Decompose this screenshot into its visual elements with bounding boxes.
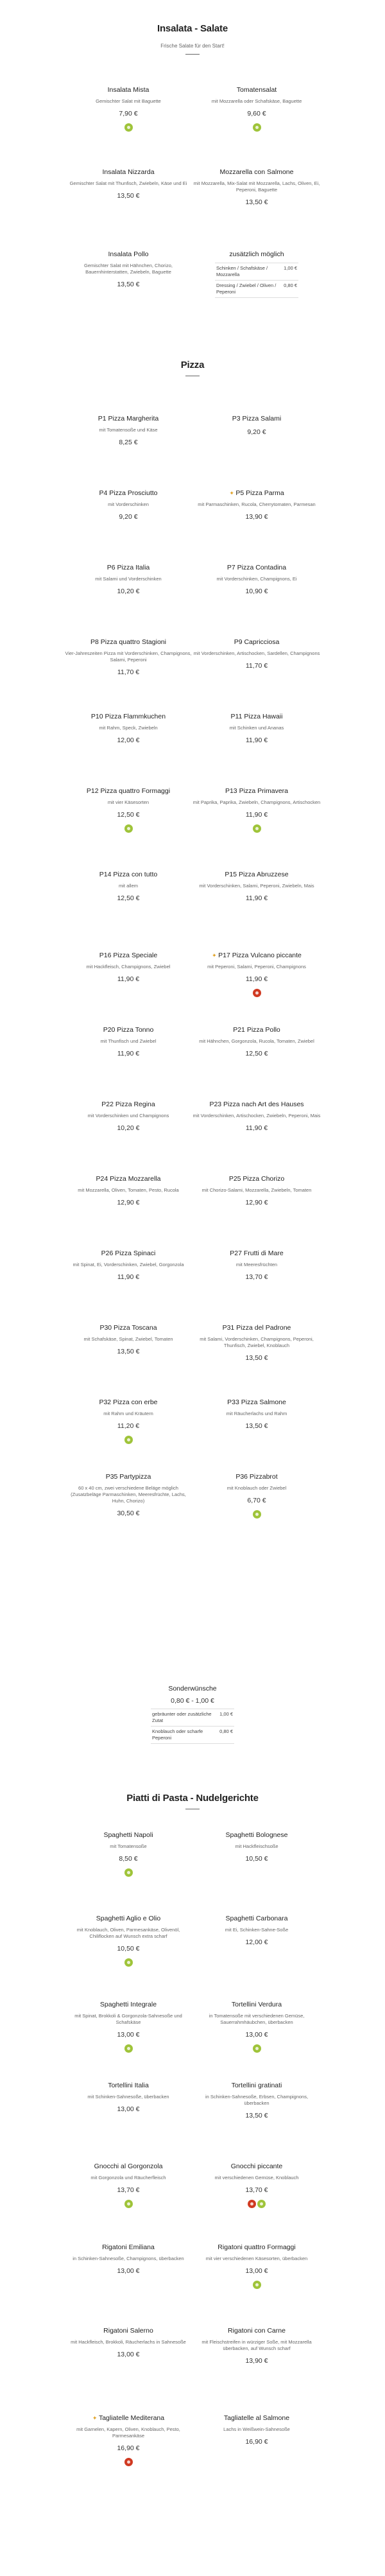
menu-item xyxy=(64,250,193,288)
menu-item xyxy=(193,489,321,521)
menu-item xyxy=(64,489,193,521)
item-name: Rigatoni Salerno xyxy=(103,2327,153,2335)
vegetarian-icon xyxy=(253,2281,261,2289)
pizza-title: Pizza xyxy=(180,360,205,370)
item-price: 16,90 € xyxy=(245,2438,268,2446)
item-description: mit Schinken-Sahnesoße, überbacken xyxy=(87,2094,169,2100)
item-badges xyxy=(64,2457,193,2466)
item-price: 11,90 € xyxy=(117,1273,140,1281)
item-name: P26 Pizza Spinaci xyxy=(101,1249,156,1257)
item-name: P11 Pizza Hawaii xyxy=(230,713,283,720)
item-price: 11,20 € xyxy=(117,1422,140,1430)
item-price: 13,00 € xyxy=(245,2267,268,2275)
item-description: mit Ei, Schinken-Sahne-Soße xyxy=(225,1927,289,1933)
item-price: 12,50 € xyxy=(117,811,140,819)
item-name: Gnocchi piccante xyxy=(230,2163,283,2170)
item-description: mit Rahm, Speck, Zwiebeln xyxy=(99,725,158,731)
item-description: mit Vorderschinken und Champignons xyxy=(87,1113,169,1118)
item-price: 13,90 € xyxy=(245,513,268,521)
item-name: P25 Pizza Chorizo xyxy=(228,1175,285,1183)
menu-item xyxy=(193,1101,321,1132)
item-description: mit Schinken und Ananas xyxy=(229,725,284,731)
item-name: P4 Pizza Prosciutto xyxy=(99,489,158,497)
menu-item xyxy=(193,564,321,595)
item-name: Insalata Nizzarda xyxy=(102,168,155,176)
item-description: mit Parmaschinken, Rucola, Cherrytomaten, Parmesan xyxy=(198,501,316,507)
menu-item xyxy=(64,1473,193,1517)
item-name: Tagliatelle al Salmone xyxy=(223,2414,290,2422)
item-name: P32 Pizza con erbe xyxy=(99,1398,158,1406)
item-name: Insalata Mista xyxy=(107,86,150,94)
item-name: Tortellini gratinati xyxy=(231,2082,282,2089)
item-description: mit Paprika, Paprika, Zwiebeln, Champignons, Artischocken xyxy=(193,799,321,805)
vegetarian-icon xyxy=(253,2044,261,2053)
menu-item xyxy=(64,2001,193,2052)
menu-item xyxy=(193,1249,321,1281)
item-name: P20 Pizza Tonno xyxy=(103,1026,154,1034)
item-name: P1 Pizza Margherita xyxy=(98,415,159,422)
menu-item xyxy=(193,2001,321,2052)
item-badges xyxy=(193,1509,321,1518)
item-name: Tomatensalat xyxy=(236,86,277,94)
extra-row: gebräunter oder zusätzliche Zutat 1,00 € xyxy=(151,1709,234,1726)
item-price: 12,50 € xyxy=(117,894,140,902)
menu-item xyxy=(193,1398,321,1430)
item-price: 9,20 € xyxy=(119,513,138,521)
menu-item xyxy=(64,1398,193,1443)
item-name: Tortellini Italia xyxy=(108,2082,149,2089)
item-description: mit Chorizo-Salami, Mozzarella, Zwiebeln, Tomaten xyxy=(201,1187,312,1193)
item-badges xyxy=(193,988,321,996)
item-description: mit Hähnchen, Gorgonzola, Rucola, Tomaten, Zwiebel xyxy=(199,1038,314,1044)
item-description: mit Mozzarella oder Schafskäse, Baguette xyxy=(211,98,302,104)
item-description: mit vier verschiedenen Käsesorten, überbacken xyxy=(205,2256,308,2261)
item-description: in Schinken-Sahnesoße, Champignons, überbacken xyxy=(73,2256,184,2261)
sonder-extras xyxy=(151,1709,234,1744)
section-divider xyxy=(185,54,200,55)
menu-item xyxy=(64,168,193,200)
item-description: mit Spinat, Ei, Vorderschinken, Zwiebel, Gorgonzola xyxy=(73,1262,184,1267)
menu-item xyxy=(64,2163,193,2207)
item-price: 9,20 € xyxy=(247,428,266,436)
item-description: Gemischter Salat mit Baguette xyxy=(96,98,161,104)
salate-header xyxy=(0,23,385,55)
item-description: Gemischter Salat mit Thunfisch, Zwiebeln, Käse und Ei xyxy=(69,180,187,186)
item-name: ✦ Tagliatelle Mediterana xyxy=(92,2414,165,2422)
menu-item xyxy=(193,1915,321,1946)
item-badges xyxy=(64,122,193,131)
vegetarian-icon xyxy=(124,1868,133,1877)
item-name: Rigatoni quattro Formaggi xyxy=(218,2243,296,2251)
pasta-title: Piatti di Pasta - Nudelgerichte xyxy=(126,1793,259,1804)
item-price: 8,25 € xyxy=(119,439,138,446)
item-price: 13,00 € xyxy=(117,2031,140,2039)
menu-item xyxy=(64,871,193,902)
item-name: P21 Pizza Pollo xyxy=(233,1026,280,1034)
item-price: 10,90 € xyxy=(245,587,268,595)
item-price: 10,20 € xyxy=(117,587,140,595)
item-price: 12,90 € xyxy=(245,1199,268,1206)
item-price: 11,70 € xyxy=(245,662,268,670)
vegetarian-icon xyxy=(253,824,261,833)
item-price: 10,50 € xyxy=(117,1945,140,1953)
item-name: ✦ P5 Pizza Parma xyxy=(229,489,284,497)
item-description: mit Räucherlachs und Rahm xyxy=(226,1411,287,1416)
menu-item xyxy=(193,415,321,436)
menu-item xyxy=(64,1915,193,1966)
item-description: mit Vorderschinken, Artischocken, Sardellen, Champignons xyxy=(193,650,320,656)
extras-table xyxy=(215,263,298,298)
item-description: in Schinken-Sahnesoße, Erbsen, Champignons, überbacken xyxy=(205,2094,309,2106)
salate-subtitle: Frische Salate für den Start! xyxy=(160,43,225,49)
item-price: 16,90 € xyxy=(117,2444,140,2452)
item-price: 13,70 € xyxy=(245,1273,268,1281)
menu-item xyxy=(193,2414,321,2446)
menu-item xyxy=(193,871,321,902)
vegetarian-icon xyxy=(124,1958,133,1967)
item-description: in Tomatensoße mit verschiedenen Gemüse, Sauerrahmhäubchen, überbacken xyxy=(209,2013,305,2025)
item-name: Spaghetti Integrale xyxy=(99,2001,157,2008)
item-description: mit Hackfleisch, Brokkoli, Räucherlachs in Sahnesoße xyxy=(71,2339,186,2345)
item-description: mit Schafskäse, Spinat, Zwiebel, Tomaten xyxy=(83,1336,173,1342)
item-description: mit Fleischstreifen in würziger Soße, mit Mozzarella überbacken, auf Wunsch scharf xyxy=(201,2339,312,2351)
item-badges xyxy=(193,122,321,131)
item-price: 10,20 € xyxy=(117,1124,140,1132)
menu-item xyxy=(193,952,321,996)
menu-item xyxy=(193,2327,321,2365)
menu-item xyxy=(193,1831,321,1863)
item-description: mit Knoblauch, Oliven, Parmesankäse, Olivenöl, Chiliflocken auf Wunsch extra scharf xyxy=(76,1927,180,1939)
item-price: 13,50 € xyxy=(245,1354,268,1362)
item-price: 6,70 € xyxy=(247,1497,266,1504)
menu-item xyxy=(193,2243,321,2288)
spicy-icon xyxy=(124,2458,133,2466)
item-name: P24 Pizza Mozzarella xyxy=(96,1175,161,1183)
item-price: 11,90 € xyxy=(117,975,140,983)
item-description: mit Vorderschinken, Salami, Peperoni, Zwiebeln, Mais xyxy=(199,883,314,889)
item-name: P22 Pizza Regina xyxy=(101,1101,155,1108)
item-name: P9 Capricciosa xyxy=(234,638,280,646)
item-price: 13,90 € xyxy=(245,2357,268,2365)
item-description: mit Hackfleisch, Champignons, Zwiebel xyxy=(86,964,171,970)
spicy-icon xyxy=(248,2200,256,2208)
item-name: P3 Pizza Salami xyxy=(232,415,282,422)
menu-item xyxy=(64,952,193,983)
vegetarian-icon xyxy=(124,123,133,132)
item-badges xyxy=(64,823,193,832)
menu-item xyxy=(64,1249,193,1281)
item-name: P7 Pizza Contadina xyxy=(227,564,287,571)
item-name: P12 Pizza quattro Formaggi xyxy=(86,787,171,795)
item-name: Rigatoni con Carne xyxy=(228,2327,286,2335)
menu-item xyxy=(193,250,321,298)
item-name: zusätzlich möglich xyxy=(229,250,284,258)
menu-item xyxy=(64,638,193,676)
item-price: 11,90 € xyxy=(117,1050,140,1057)
menu-item xyxy=(64,1175,193,1206)
vegetarian-icon xyxy=(253,123,261,132)
item-description: Gemischter Salat mit Hähnchen, Chorizo, Bauernhinterstatten, Zwiebeln, Baguette xyxy=(84,263,173,275)
item-description: mit Salami, Vorderschinken, Champignons, Peperoni, Thunfisch, Zwiebel, Knoblauch xyxy=(200,1336,314,1348)
item-price: 13,50 € xyxy=(245,2112,268,2119)
menu-item xyxy=(193,168,321,206)
menu-item xyxy=(64,1324,193,1355)
item-description: mit Salami und Vorderschinken xyxy=(95,576,162,582)
item-description: mit Mozzarella, Oliven, Tomaten, Pesto, Rucola xyxy=(78,1187,179,1193)
item-badges xyxy=(64,1434,193,1443)
item-price: 12,00 € xyxy=(117,736,140,744)
item-name: P23 Pizza nach Art des Hauses xyxy=(209,1101,304,1108)
menu-item xyxy=(64,564,193,595)
item-description: mit Mozzarella, Mix-Salat mit Mozzarella, Lachs, Oliven, Ei, Peperoni, Baguette xyxy=(193,180,320,193)
item-price: 13,50 € xyxy=(245,198,268,206)
vegetarian-icon xyxy=(124,1436,133,1444)
menu-item xyxy=(193,2082,321,2119)
item-price: 30,50 € xyxy=(117,1510,140,1517)
item-price: 13,00 € xyxy=(117,2105,140,2113)
item-name: P15 Pizza Abruzzese xyxy=(225,871,289,878)
item-description: 60 x 40 cm, zwei verschiedene Beläge möglich (Zusatzbeläge Parmaschinken, Meeresfrüchte, Lachs, Huhn, Chorizo) xyxy=(71,1485,186,1504)
pizza-header xyxy=(0,360,385,376)
item-name: P31 Pizza del Padrone xyxy=(222,1324,291,1332)
item-name: Insalata Pollo xyxy=(108,250,149,258)
pasta-header xyxy=(0,1793,385,1809)
item-badges xyxy=(64,2198,193,2207)
menu-item xyxy=(193,1175,321,1206)
item-price: 13,50 € xyxy=(117,281,140,288)
menu-item xyxy=(193,1026,321,1057)
menu-item xyxy=(64,787,193,832)
menu-item xyxy=(193,713,321,744)
item-description: Vier-Jahreszeiten Pizza mit Vorderschinken, Champignons, Salami, Peperoni xyxy=(65,650,192,663)
item-description: mit Vorderschinken, Champignons, Ei xyxy=(216,576,297,582)
item-description: mit Peperoni, Salami, Peperoni, Champignons xyxy=(207,964,306,970)
menu-item xyxy=(64,415,193,446)
item-name: P33 Pizza Salmone xyxy=(227,1398,286,1406)
item-name: Gnocchi al Gorgonzola xyxy=(94,2163,163,2170)
item-price: 11,90 € xyxy=(245,1124,268,1132)
item-description: mit Rahm und Kräutern xyxy=(103,1411,153,1416)
item-description: mit Thunfisch und Zwiebel xyxy=(100,1038,157,1044)
item-badges xyxy=(193,823,321,832)
item-description: mit verschiedenen Gemüse, Knoblauch xyxy=(214,2175,299,2180)
item-name: P16 Pizza Speciale xyxy=(99,952,158,959)
item-price: 13,70 € xyxy=(117,2186,140,2194)
star-icon: ✦ xyxy=(212,952,219,959)
item-description: mit Hackfleischsoße xyxy=(235,1843,278,1849)
item-price: 12,90 € xyxy=(117,1199,140,1206)
item-name: Spaghetti Napoli xyxy=(103,1831,153,1839)
item-badges xyxy=(193,2043,321,2052)
menu-item xyxy=(64,2327,193,2358)
item-name: Tortellini Verdura xyxy=(231,2001,282,2008)
menu-item xyxy=(193,86,321,131)
menu-item xyxy=(64,2414,193,2466)
extra-row: Knoblauch oder scharfe Peperoni 0,80 € xyxy=(151,1726,234,1744)
extra-row: Schinken / Schafskäse / Mozzarella 1,00 € xyxy=(215,263,298,280)
item-name: P35 Partypizza xyxy=(105,1473,151,1481)
item-badges xyxy=(64,1867,193,1876)
item-name: Mozzarella con Salmone xyxy=(219,168,294,176)
item-name: ✦ P17 Pizza Vulcano piccante xyxy=(212,952,302,959)
item-description: mit allem xyxy=(118,883,138,889)
menu-item xyxy=(193,1473,321,1518)
item-price: 11,90 € xyxy=(245,894,268,902)
item-price: 13,50 € xyxy=(245,1422,268,1430)
item-name: P14 Pizza con tutto xyxy=(99,871,158,878)
item-price: 9,60 € xyxy=(247,110,266,117)
star-icon: ✦ xyxy=(229,490,236,496)
item-description: mit Gorgonzola und Räucherfleisch xyxy=(90,2175,166,2180)
item-badges xyxy=(64,1957,193,1966)
menu-item xyxy=(193,787,321,832)
item-name: P13 Pizza Primavera xyxy=(225,787,289,795)
item-name: Spaghetti Aglio e Olio xyxy=(96,1915,161,1922)
menu-item xyxy=(64,2243,193,2275)
item-name: Rigatoni Emiliana xyxy=(102,2243,155,2251)
item-name: P8 Pizza quattro Stagioni xyxy=(90,638,166,646)
item-description: mit Vorderschinken, Artischocken, Zwiebeln, Peperoni, Mais xyxy=(193,1113,321,1118)
menu-item xyxy=(193,638,321,670)
item-price: 11,90 € xyxy=(245,736,268,744)
star-icon: ✦ xyxy=(92,2415,99,2421)
item-description: mit Knoblauch oder Zwiebel xyxy=(227,1485,287,1491)
item-price: 11,90 € xyxy=(245,975,268,983)
item-price: 13,70 € xyxy=(245,2186,268,2194)
item-price: 12,50 € xyxy=(245,1050,268,1057)
menu-item xyxy=(193,1324,321,1362)
item-description: mit Tomatensoße xyxy=(110,1843,147,1849)
item-name: Spaghetti Carbonara xyxy=(225,1915,288,1922)
item-description: mit Spinat, Brokkoli & Gorgonzola-Sahnesoße und Schafskäse xyxy=(74,2013,182,2025)
sonder-title: Sonderwünsche xyxy=(168,1685,217,1693)
item-price: 13,50 € xyxy=(117,192,140,200)
sonder-price: 0,80 € - 1,00 € xyxy=(171,1697,214,1705)
menu-item xyxy=(64,713,193,744)
item-name: P10 Pizza Flammkuchen xyxy=(90,713,166,720)
sonderwuensche xyxy=(128,1685,257,1744)
menu-item xyxy=(64,2082,193,2113)
item-name: P6 Pizza Italia xyxy=(107,564,150,571)
item-price: 11,70 € xyxy=(117,668,140,676)
vegetarian-icon xyxy=(257,2200,266,2208)
item-price: 8,50 € xyxy=(119,1855,138,1863)
item-price: 10,50 € xyxy=(245,1855,268,1863)
item-description: mit vier Käsesorten xyxy=(107,799,150,805)
item-name: P30 Pizza Toscana xyxy=(99,1324,157,1332)
item-name: Spaghetti Bolognese xyxy=(225,1831,288,1839)
menu-item xyxy=(64,1101,193,1132)
item-name: P27 Frutti di Mare xyxy=(230,1249,284,1257)
item-description: mit Garnelen, Kapern, Oliven, Knoblauch, Pesto, Parmesankäse xyxy=(76,2426,180,2439)
item-badges xyxy=(193,2279,321,2288)
item-description: mit Tomatensoße und Käse xyxy=(99,427,158,433)
spicy-icon xyxy=(253,989,261,997)
menu-item xyxy=(64,1026,193,1057)
vegetarian-icon xyxy=(124,2044,133,2053)
item-badges xyxy=(64,2043,193,2052)
item-name: P36 Pizzabrot xyxy=(235,1473,278,1481)
salate-title: Insalata - Salate xyxy=(157,23,228,34)
vegetarian-icon xyxy=(124,2200,133,2208)
item-price: 12,00 € xyxy=(245,1938,268,1946)
extra-row: Dressing / Zwiebel / Oliven / Peperoni 0,80 € xyxy=(215,280,298,298)
item-description: Lachs in Weißwein-Sahnesoße xyxy=(223,2426,290,2432)
vegetarian-icon xyxy=(253,1510,261,1519)
menu-item xyxy=(64,1831,193,1876)
item-price: 7,90 € xyxy=(119,110,138,117)
item-price: 13,00 € xyxy=(117,2267,140,2275)
item-price: 11,90 € xyxy=(245,811,268,819)
vegetarian-icon xyxy=(124,824,133,833)
item-price: 13,00 € xyxy=(117,2351,140,2358)
item-price: 13,50 € xyxy=(117,1348,140,1355)
menu-item xyxy=(193,2163,321,2207)
item-price: 13,00 € xyxy=(245,2031,268,2039)
item-description: mit Vorderschinken xyxy=(108,501,149,507)
menu-item xyxy=(64,86,193,131)
item-badges xyxy=(193,2198,321,2207)
item-description: mit Meeresfrüchten xyxy=(235,1262,278,1267)
